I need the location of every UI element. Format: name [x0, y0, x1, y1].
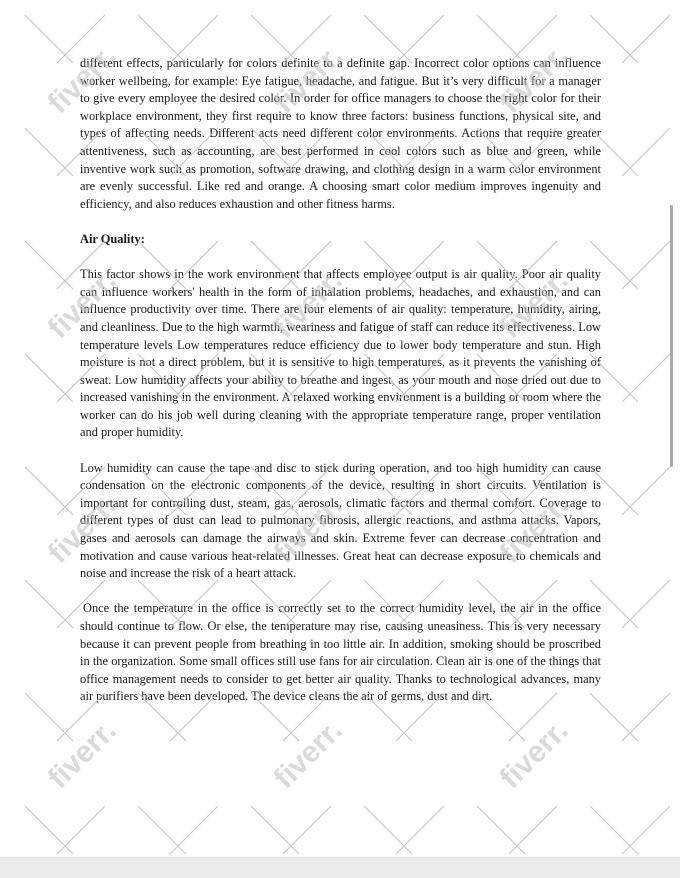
spacer [80, 583, 601, 601]
document-body [80, 55, 601, 706]
watermark-logo: fiverr. [267, 488, 349, 570]
paragraph-air-circulation: Once the temperature in the office is correctly set to the correct humidity level, the air in the office should continue to flow. Or else, the temperature may rise, causing uneasiness. This is very necessary because it can prevent people from breathing in too little air. In addition, smoking should be proscribed in the organization. Some small offices still use fans for air circulation. Clean air is one of the things that office management needs to consider to get better air quality. Thanks to technological advances, many air purifiers have been developed. The device cleans the air of germs, dust and dirt. [80, 601, 601, 704]
paragraph-humidity: Low humidity can cause the tape and disc to stick during operation, and too high humidity can cause condensation on the electronic components of the device, resulting in short circuits. Ventilation is important for controlling dust, steam, gas, aerosols, climatic factors and thermal comfort. Coverage to different types of dust can lead to pulmonary fibrosis, allergic reactions, and asthma attacks. Vapors, gases and aerosols can damage the airways and skin. Extreme fever can decrease concentration and motivation and cause various heat-related illnesses. Great heat can decrease exposure to chemicals and noise and increase the risk of a heart attack. [80, 460, 601, 581]
watermark-logo: fiverr. [267, 713, 349, 795]
watermark-logo: fiverr. [41, 38, 123, 120]
bottom-bar [0, 857, 680, 878]
spacer [80, 213, 601, 231]
watermark-logo: fiverr. [493, 38, 575, 120]
spacer [80, 442, 601, 460]
paragraph-color-effects: different effects, particularly for colors definite to a definite gap. Incorrect color options can influence worker wellbeing, for example: Eye fatigue, headache, and fatigue. But it’s very difficult for a manager to give every employee the desired color. In order for office managers to choose the right color for their workplace environment, they first require to know three factors: business functions, physical site, and types of affecting needs. Different acts need different color environments. Actions that require greater attentiveness, such as accounting, are best performed in cool colors such as blue and green, while inventive work such as promotion, software drawing, and clothing design in a warm color environment are evenly successful. Like red and orange. A choosing smart color medium improves ingenuity and efficiency, and also reduces exhaustion and other fitness harms. [80, 56, 601, 211]
watermark-logo: fiverr. [41, 713, 123, 795]
watermark-logo: fiverr. [41, 263, 123, 345]
paragraph-air-quality: This factor shows in the work environment that affects employee output is air quality. Poor air quality can influence workers' health in the form of inhalation problems, headaches, and exhaustion, and can influence productivity over time. There are four elements of air quality: temperature, humidity, airing, and cleanliness. Due to the high warmth, weariness and fatigue of staff can reduce its effectiveness. Low temperature levels Low temperatures reduce efficiency due to lower body temperature and stun. High moisture is not a direct problem, but it is sensitive to high temperatures, as it prevents the vanishing of sweat. Low humidity affects your ability to breathe and ingest, as your mouth and nose dried out due to increased vanishing in the environment. A relaxed working environment is a building or room where the worker can do his job well during cleaning with the appropriate temperature range, proper ventilation and proper humidity. [80, 267, 601, 440]
watermark-logo: fiverr. [493, 488, 575, 570]
watermark-logo: fiverr. [267, 263, 349, 345]
watermark-logo: fiverr. [267, 38, 349, 120]
watermark-logo: fiverr. [41, 488, 123, 570]
spacer [80, 249, 601, 267]
watermark-logo: fiverr. [493, 263, 575, 345]
scrollbar-thumb[interactable] [670, 205, 673, 467]
watermark-logo: fiverr. [493, 713, 575, 795]
heading-air-quality: Air Quality: [80, 231, 145, 246]
